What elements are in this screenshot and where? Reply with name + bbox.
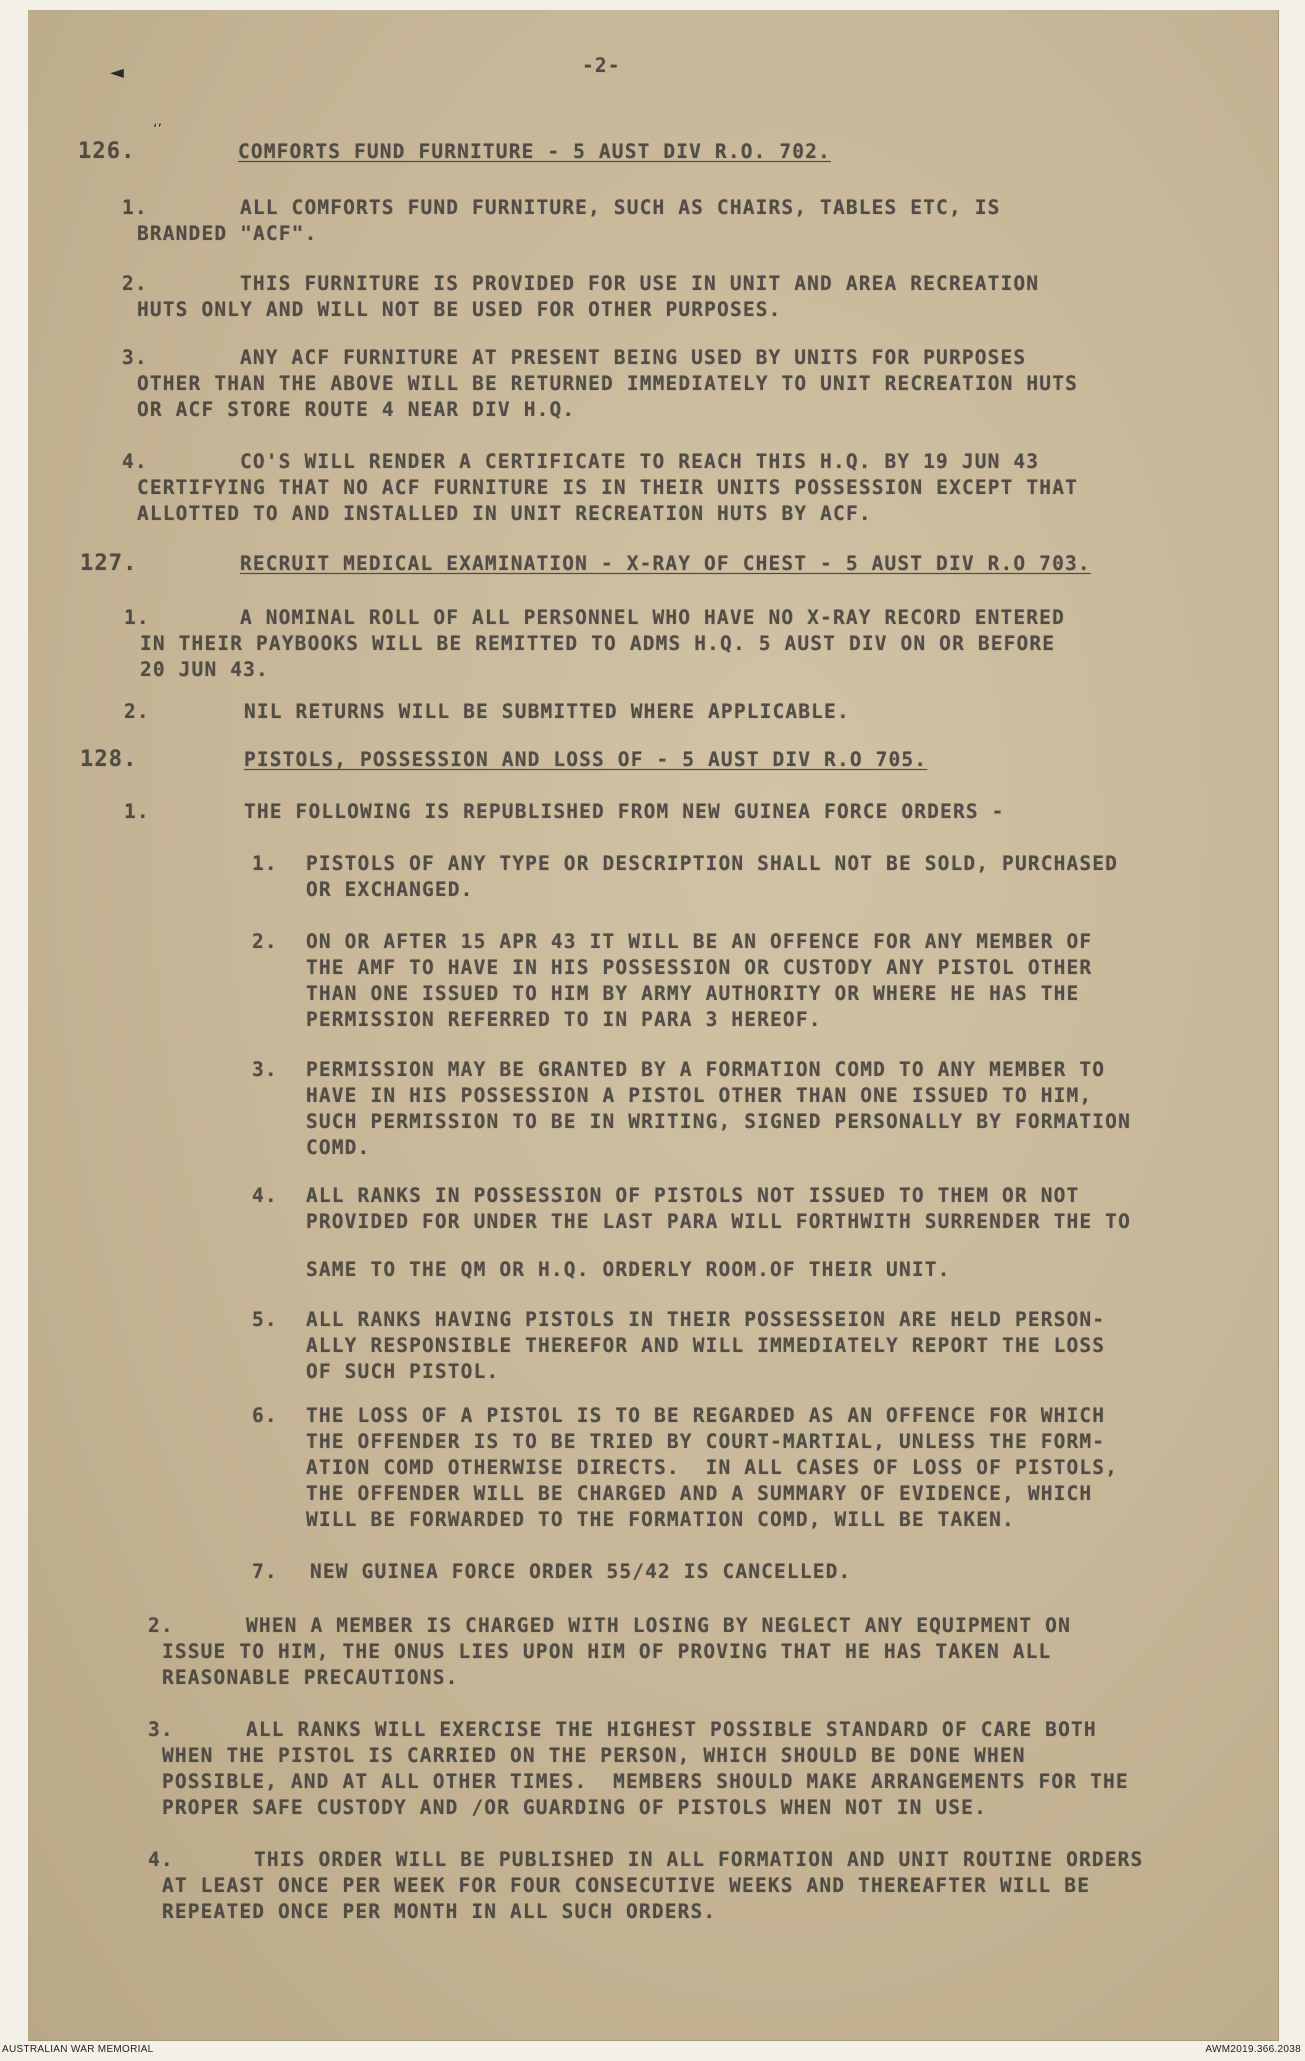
- para-number: 2.: [122, 272, 148, 295]
- subpara-text: ALL RANKS IN POSSESSION OF PISTOLS NOT ISSUED TO THEM OR NOT: [306, 1184, 1080, 1207]
- para-text: PROPER SAFE CUSTODY AND /OR GUARDING OF PISTOLS WHEN NOT IN USE.: [162, 1796, 987, 1819]
- pencil-mark: ‘’: [153, 122, 162, 138]
- subpara-number: 5.: [252, 1308, 278, 1331]
- subpara-text: THE LOSS OF A PISTOL IS TO BE REGARDED AS AN OFFENCE FOR WHICH: [306, 1404, 1106, 1427]
- subpara-text: PROVIDED FOR UNDER THE LAST PARA WILL FORTHWITH SURRENDER THE TO: [306, 1210, 1131, 1233]
- para-text: WHEN A MEMBER IS CHARGED WITH LOSING BY NEGLECT ANY EQUIPMENT ON: [246, 1614, 1071, 1637]
- order-number: 128.: [80, 747, 138, 772]
- para-text: OR ACF STORE ROUTE 4 NEAR DIV H.Q.: [137, 398, 576, 421]
- para-text: POSSIBLE, AND AT ALL OTHER TIMES. MEMBERS SHOULD MAKE ARRANGEMENTS FOR THE: [162, 1770, 1129, 1793]
- subpara-number: 3.: [252, 1058, 278, 1081]
- order-heading: COMFORTS FUND FURNITURE - 5 AUST DIV R.O. 702.: [238, 140, 831, 163]
- para-text: THIS ORDER WILL BE PUBLISHED IN ALL FORMATION AND UNIT ROUTINE ORDERS: [254, 1848, 1144, 1871]
- subpara-text: PISTOLS OF ANY TYPE OR DESCRIPTION SHALL NOT BE SOLD, PURCHASED: [306, 852, 1119, 875]
- subpara-text: PERMISSION MAY BE GRANTED BY A FORMATION COMD TO ANY MEMBER TO: [306, 1058, 1106, 1081]
- para-text: 20 JUN 43.: [140, 658, 269, 681]
- subpara-number: 1.: [252, 852, 278, 875]
- footer-reference: AWM2019.366.2038: [1205, 2044, 1301, 2055]
- para-text: A NOMINAL ROLL OF ALL PERSONNEL WHO HAVE NO X-RAY RECORD ENTERED: [240, 606, 1065, 629]
- subpara-number: 2.: [252, 930, 278, 953]
- order-number: 126.: [78, 139, 136, 164]
- subpara-text: NEW GUINEA FORCE ORDER 55/42 IS CANCELLED.: [310, 1560, 852, 1583]
- subpara-text: ON OR AFTER 15 APR 43 IT WILL BE AN OFFENCE FOR ANY MEMBER OF: [306, 930, 1093, 953]
- para-text: ISSUE TO HIM, THE ONUS LIES UPON HIM OF PROVING THAT HE HAS TAKEN ALL: [162, 1640, 1052, 1663]
- subpara-text: ALLY RESPONSIBLE THEREFOR AND WILL IMMEDIATELY REPORT THE LOSS: [306, 1334, 1106, 1357]
- subpara-text: SUCH PERMISSION TO BE IN WRITING, SIGNED PERSONALLY BY FORMATION: [306, 1110, 1131, 1133]
- subpara-text: THE OFFENDER IS TO BE TRIED BY COURT-MARTIAL, UNLESS THE FORM-: [306, 1430, 1106, 1453]
- para-text: THE FOLLOWING IS REPUBLISHED FROM NEW GUINEA FORCE ORDERS -: [244, 800, 1005, 823]
- subpara-text: ALL RANKS HAVING PISTOLS IN THEIR POSSESSEION ARE HELD PERSON-: [306, 1308, 1106, 1331]
- subpara-text: ATION COMD OTHERWISE DIRECTS. IN ALL CASES OF LOSS OF PISTOLS,: [306, 1456, 1119, 1479]
- order-heading: PISTOLS, POSSESSION AND LOSS OF - 5 AUST DIV R.O 705.: [244, 748, 928, 771]
- para-number: 3.: [148, 1718, 174, 1741]
- para-text: ALL RANKS WILL EXERCISE THE HIGHEST POSSIBLE STANDARD OF CARE BOTH: [246, 1718, 1097, 1741]
- para-number: 1.: [124, 606, 150, 629]
- subpara-text: COMD.: [306, 1136, 371, 1159]
- pencil-mark: ◄: [110, 62, 124, 83]
- subpara-number: 7.: [252, 1560, 278, 1583]
- para-text: WHEN THE PISTOL IS CARRIED ON THE PERSON, WHICH SHOULD BE DONE WHEN: [162, 1744, 1026, 1767]
- page-number: -2-: [582, 54, 621, 77]
- para-number: 2.: [124, 700, 150, 723]
- para-text: CERTIFYING THAT NO ACF FURNITURE IS IN THEIR UNITS POSSESSION EXCEPT THAT: [137, 476, 1078, 499]
- subpara-text: HAVE IN HIS POSSESSION A PISTOL OTHER THAN ONE ISSUED TO HIM,: [306, 1084, 1093, 1107]
- para-text: THIS FURNITURE IS PROVIDED FOR USE IN UNIT AND AREA RECREATION: [240, 272, 1040, 295]
- subpara-number: 6.: [252, 1404, 278, 1427]
- para-number: 2.: [148, 1614, 174, 1637]
- subpara-text: OR EXCHANGED.: [306, 878, 474, 901]
- para-text: CO'S WILL RENDER A CERTIFICATE TO REACH THIS H.Q. BY 19 JUN 43: [240, 450, 1040, 473]
- para-number: 3.: [122, 346, 148, 369]
- para-text: ALLOTTED TO AND INSTALLED IN UNIT RECREATION HUTS BY ACF.: [137, 502, 872, 525]
- para-number: 4.: [148, 1848, 174, 1871]
- para-text: NIL RETURNS WILL BE SUBMITTED WHERE APPLICABLE.: [244, 700, 850, 723]
- para-number: 1.: [122, 196, 148, 219]
- subpara-text: THE OFFENDER WILL BE CHARGED AND A SUMMARY OF EVIDENCE, WHICH: [306, 1482, 1093, 1505]
- para-text: ANY ACF FURNITURE AT PRESENT BEING USED BY UNITS FOR PURPOSES: [240, 346, 1027, 369]
- para-text: ALL COMFORTS FUND FURNITURE, SUCH AS CHAIRS, TABLES ETC, IS: [240, 196, 1001, 219]
- footer-credit: AUSTRALIAN WAR MEMORIAL: [2, 2044, 154, 2055]
- para-text: REPEATED ONCE PER MONTH IN ALL SUCH ORDERS.: [162, 1900, 717, 1923]
- para-text: REASONABLE PRECAUTIONS.: [162, 1666, 459, 1689]
- para-text: OTHER THAN THE ABOVE WILL BE RETURNED IMMEDIATELY TO UNIT RECREATION HUTS: [137, 372, 1078, 395]
- subpara-text: THE AMF TO HAVE IN HIS POSSESSION OR CUSTODY ANY PISTOL OTHER: [306, 956, 1093, 979]
- subpara-text: WILL BE FORWARDED TO THE FORMATION COMD, WILL BE TAKEN.: [306, 1508, 1015, 1531]
- subpara-text: THAN ONE ISSUED TO HIM BY ARMY AUTHORITY OR WHERE HE HAS THE: [306, 982, 1080, 1005]
- subpara-text: OF SUCH PISTOL.: [306, 1360, 500, 1383]
- para-number: 4.: [122, 450, 148, 473]
- para-text: HUTS ONLY AND WILL NOT BE USED FOR OTHER PURPOSES.: [137, 298, 782, 321]
- para-text: BRANDED "ACF".: [137, 222, 318, 245]
- subpara-text: PERMISSION REFERRED TO IN PARA 3 HEREOF.: [306, 1008, 822, 1031]
- order-number: 127.: [80, 551, 138, 576]
- subpara-number: 4.: [252, 1184, 278, 1207]
- order-heading: RECRUIT MEDICAL EXAMINATION - X-RAY OF CHEST - 5 AUST DIV R.O 703.: [240, 552, 1091, 575]
- para-number: 1.: [124, 800, 150, 823]
- para-text: AT LEAST ONCE PER WEEK FOR FOUR CONSECUTIVE WEEKS AND THEREAFTER WILL BE: [162, 1874, 1091, 1897]
- subpara-text: SAME TO THE QM OR H.Q. ORDERLY ROOM.OF THEIR UNIT.: [306, 1258, 951, 1281]
- para-text: IN THEIR PAYBOOKS WILL BE REMITTED TO ADMS H.Q. 5 AUST DIV ON OR BEFORE: [140, 632, 1056, 655]
